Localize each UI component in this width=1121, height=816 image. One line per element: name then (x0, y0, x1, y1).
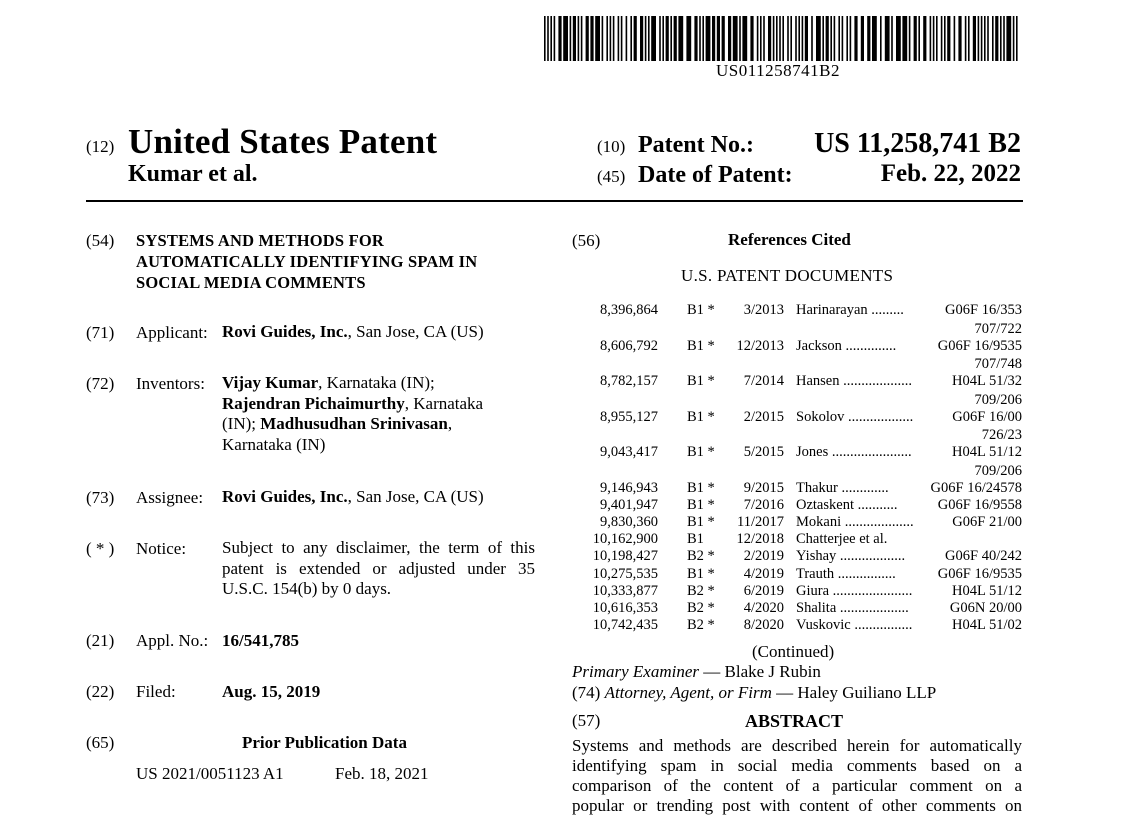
reference-date: 2/2019 (743, 548, 784, 565)
barcode-bar (1003, 16, 1005, 61)
barcode-bar (573, 16, 576, 61)
reference-kind: B2 * (687, 548, 715, 565)
notice-text (222, 538, 535, 600)
barcode-bar (842, 16, 844, 61)
barcode-bar (802, 16, 804, 61)
reference-classification: G06N 20/00 (949, 599, 1022, 616)
barcode-bar (830, 16, 832, 61)
examiner-name: Blake J Rubin (724, 662, 821, 681)
reference-kind: B1 (687, 531, 704, 548)
barcode-bar (779, 16, 781, 61)
reference-subclass: 707/748 (974, 356, 1022, 372)
reference-inventor (796, 302, 904, 319)
barcode-bar (678, 16, 683, 61)
reference-inventor-name: Oztaskent (796, 496, 854, 513)
assignee-value (222, 487, 484, 508)
reference-subclass: 709/206 (974, 462, 1022, 479)
reference-row (580, 514, 1022, 532)
reference-row (580, 302, 1022, 320)
reference-row (580, 373, 1022, 391)
inventor-separator: , (447, 414, 453, 433)
document-title: United States Patent (128, 122, 438, 161)
reference-number: 10,198,427 (592, 548, 658, 565)
barcode-bar (634, 16, 637, 61)
barcode-bar (712, 16, 715, 61)
barcode-bar (733, 16, 738, 61)
abstract-line: popular or trending post with content of other comments on (572, 796, 1022, 815)
barcode-bar (795, 16, 797, 61)
reference-inventor (796, 600, 909, 617)
barcode-bar (595, 16, 600, 61)
barcode-bar (846, 16, 848, 61)
reference-inventor-name: Giura (796, 582, 830, 599)
reference-classification: H04L 51/12 (952, 582, 1022, 599)
reference-date: 12/2013 (736, 337, 784, 354)
barcode-bar (790, 16, 792, 61)
barcode-bar (621, 16, 623, 61)
abstract-code: (57) (572, 711, 601, 730)
barcode-bar (987, 16, 989, 61)
attorney-separator: — (771, 683, 798, 702)
reference-kind: B1 * (687, 479, 715, 496)
barcode-bar (742, 16, 747, 61)
reference-date: 12/2018 (736, 531, 784, 548)
barcode-bar (610, 16, 612, 61)
filed-value: Aug. 15, 2019 (222, 682, 321, 701)
reference-row (580, 566, 1022, 584)
barcode-bar (850, 16, 852, 61)
notice-line: patent is extended or adjusted under 35 (222, 558, 535, 578)
inventor-location: , Karnataka (IN); (318, 373, 435, 392)
barcode-bar (686, 16, 691, 61)
barcode-bar (760, 16, 762, 61)
reference-date: 5/2015 (743, 444, 784, 460)
barcode-bar (992, 16, 994, 61)
inventor-location: Karnataka (IN) (222, 434, 326, 454)
reference-inventor (796, 338, 896, 355)
reference-date: 9/2015 (743, 479, 784, 496)
reference-number: 8,606,792 (600, 337, 658, 354)
barcode-bar (618, 16, 620, 61)
reference-leader-dots: ......... (867, 302, 904, 318)
reference-kind: B1 * (687, 444, 715, 460)
barcode-bar (694, 16, 697, 61)
prior-pub-code: (65) (86, 733, 115, 752)
notice-code: ( * ) (86, 539, 115, 558)
notice-line: U.S.C. 154(b) by 0 days. (222, 579, 392, 598)
reference-kind: B2 * (687, 582, 715, 599)
barcode-bar (834, 16, 836, 61)
patent-no-inid-code: (10) (597, 137, 626, 156)
us-patent-documents-heading: U.S. PATENT DOCUMENTS (681, 266, 894, 285)
barcode-bar (958, 16, 961, 61)
barcode-bar (978, 16, 980, 61)
barcode-bar (1016, 16, 1018, 61)
reference-inventor (796, 373, 912, 390)
reference-date: 6/2019 (743, 582, 784, 599)
barcode-bar (706, 16, 711, 61)
barcode-bar (722, 16, 725, 61)
barcode-bar (880, 16, 882, 61)
reference-inventor-name: Jackson (796, 337, 842, 354)
barcode-bar (648, 16, 650, 61)
notice-line: Subject to any disclaimer, the term of this (222, 538, 535, 557)
reference-inventor (796, 531, 887, 548)
reference-classification: G06F 21/00 (952, 513, 1022, 530)
barcode-bar (554, 16, 556, 61)
notice-label: Notice: (136, 539, 187, 558)
attorney (572, 683, 936, 703)
invention-title-line: SOCIAL MEDIA COMMENTS (136, 273, 366, 292)
reference-classification: G06F 16/24578 (930, 479, 1022, 496)
barcode-bar (773, 16, 775, 61)
date-inid-code: (45) (597, 167, 626, 186)
reference-kind: B1 * (687, 565, 715, 582)
barcode-bar (586, 16, 589, 61)
applicant-code: (71) (86, 323, 115, 342)
reference-inventor-name: Harinarayan (796, 302, 868, 318)
barcode-bar (923, 16, 926, 61)
barcode-bar (626, 16, 628, 61)
reference-row (580, 531, 1022, 549)
attorney-name: Haley Guiliano LLP (797, 683, 937, 702)
reference-row (580, 480, 1022, 498)
barcode-bar (902, 16, 907, 61)
reference-row (580, 583, 1022, 601)
reference-inventor-name: Mokani (796, 513, 842, 530)
inventors-label: Inventors: (136, 374, 205, 393)
barcode-bar (666, 16, 669, 61)
abstract-heading: ABSTRACT (745, 711, 844, 731)
reference-inventor (796, 480, 889, 497)
assignee-name: Rovi Guides, Inc. (222, 487, 348, 506)
reference-inventor (796, 409, 913, 426)
barcode-bar (909, 16, 911, 61)
title-section-code: (54) (86, 231, 115, 250)
reference-inventor-name: Thakur (796, 479, 838, 496)
reference-number: 8,396,864 (600, 302, 658, 318)
reference-kind: B2 * (687, 599, 715, 616)
barcode-bar (861, 16, 864, 61)
barcode-bar (1006, 16, 1011, 61)
header-rule (86, 200, 1023, 202)
appl-no-label: Appl. No.: (136, 631, 209, 650)
references-heading: References Cited (728, 230, 851, 249)
reference-leader-dots: ................... (836, 599, 909, 616)
barcode-bar (995, 16, 998, 61)
barcode-bar (867, 16, 870, 61)
assignee-code: (73) (86, 488, 115, 507)
barcode-bar (544, 16, 546, 61)
barcode-bar (728, 16, 731, 61)
patent-no-value: US 11,258,741 B2 (814, 128, 1021, 159)
barcode-bar (662, 16, 664, 61)
reference-row (580, 338, 1022, 356)
inventor-location: (IN); (222, 414, 261, 433)
barcode-bar (816, 16, 821, 61)
barcode-bar (581, 16, 583, 61)
barcode-bar (776, 16, 778, 61)
abstract-line: comparison of the content of a particular comment on a (572, 776, 1022, 795)
barcode-bar (750, 16, 753, 61)
barcode-bar (811, 16, 813, 61)
barcode-bar (739, 16, 741, 61)
barcode-bar (602, 16, 604, 61)
invention-title-line: AUTOMATICALLY IDENTIFYING SPAM IN (136, 252, 478, 271)
reference-number: 9,401,947 (600, 496, 658, 513)
applicant-label: Applicant: (136, 323, 208, 342)
invention-title (136, 230, 477, 293)
reference-leader-dots: ................... (841, 513, 914, 530)
reference-number: 9,146,943 (600, 479, 658, 496)
reference-classification: G06F 16/9558 (937, 496, 1022, 513)
barcode-bar (805, 16, 808, 61)
applicant-name: Rovi Guides, Inc. (222, 322, 348, 341)
barcode-bar (757, 16, 759, 61)
inventors-code: (72) (86, 374, 115, 393)
reference-date: 4/2019 (743, 565, 784, 582)
assignee-label: Assignee: (136, 488, 204, 507)
barcode-bar (936, 16, 938, 61)
barcode-bar (645, 16, 647, 61)
barcode-bar (944, 16, 946, 61)
barcode-bar (954, 16, 956, 61)
barcode-bar (914, 16, 917, 61)
appl-no-code: (21) (86, 631, 115, 650)
reference-kind: B1 * (687, 496, 715, 513)
prior-pub-number: US 2021/0051123 A1 (136, 764, 284, 783)
applicant-value (222, 322, 484, 343)
reference-row (580, 617, 1022, 635)
barcode-bar (968, 16, 970, 61)
reference-classification: G06F 16/353 (945, 302, 1022, 318)
reference-subclass: 707/722 (974, 320, 1022, 337)
abstract-line: identifying spam in social media comments based on a (572, 756, 1022, 775)
barcode-bar (822, 16, 824, 61)
assignee-location: , San Jose, CA (US) (347, 487, 484, 506)
barcode-bar (984, 16, 986, 61)
barcode-bar (981, 16, 983, 61)
barcode-bar (918, 16, 920, 61)
reference-row (580, 444, 1022, 462)
primary-examiner (572, 662, 821, 682)
reference-leader-dots: ............. (837, 479, 889, 496)
barcode-bar (891, 16, 893, 61)
prior-pub-date: Feb. 18, 2021 (335, 764, 429, 783)
filed-code: (22) (86, 682, 115, 701)
reference-inventor-name: Chatterjee et al. (796, 531, 888, 548)
reference-kind: B2 * (687, 617, 715, 634)
reference-inventor-name: Sokolov (796, 408, 845, 425)
inventor-location: , Karnataka (404, 393, 484, 413)
reference-inventor-name: Shalita (796, 599, 837, 616)
barcode-bar (798, 16, 800, 61)
barcode-bar (838, 16, 840, 61)
reference-leader-dots: ................ (850, 617, 913, 634)
barcode-bar (674, 16, 677, 61)
attorney-code: (74) (572, 683, 601, 702)
reference-leader-dots: ................ (834, 565, 896, 582)
reference-kind: B1 * (687, 302, 715, 318)
barcode-bar (933, 16, 935, 61)
barcode-bar (578, 16, 580, 61)
reference-classification: H04L 51/32 (952, 373, 1022, 389)
reference-leader-dots: .................. (844, 408, 914, 425)
reference-inventor-name: Trauth (796, 565, 835, 582)
date-of-patent-value: Feb. 22, 2022 (880, 160, 1021, 187)
barcode-bar (826, 16, 829, 61)
reference-leader-dots: ...................... (828, 444, 912, 460)
reference-date: 7/2016 (743, 496, 784, 513)
reference-leader-dots: ...................... (829, 582, 913, 599)
reference-number: 9,043,417 (600, 444, 658, 460)
reference-number: 8,782,157 (600, 373, 658, 389)
reference-inventor-name: Vuskovic (796, 617, 851, 634)
barcode-bar (670, 16, 672, 61)
reference-inventor (796, 514, 914, 531)
examiner-separator: — (699, 662, 725, 681)
reference-inventor-name: Yishay (796, 548, 837, 565)
barcode-bar (640, 16, 643, 61)
reference-inventor (796, 617, 912, 634)
reference-leader-dots: ................... (839, 373, 912, 389)
reference-inventor-name: Jones (796, 444, 829, 460)
reference-classification: G06F 40/242 (945, 548, 1022, 565)
barcode-bar (885, 16, 890, 61)
barcode-bar (630, 16, 632, 61)
barcode-bar (699, 16, 701, 61)
barcode-bar (872, 16, 877, 61)
abstract-text (572, 736, 1022, 816)
date-of-patent-label: Date of Patent: (638, 162, 793, 188)
reference-inventor (796, 566, 896, 583)
title-inid-code: (12) (86, 137, 115, 156)
authors: Kumar et al. (128, 161, 258, 187)
barcode-bar (558, 16, 561, 61)
barcode-bar (659, 16, 661, 61)
reference-classification: G06F 16/9535 (937, 565, 1022, 582)
reference-inventor (796, 497, 897, 514)
reference-row (580, 600, 1022, 618)
reference-row (580, 409, 1022, 427)
invention-title-line: SYSTEMS AND METHODS FOR (136, 231, 385, 250)
reference-number: 10,742,435 (592, 617, 658, 634)
barcode-bar (941, 16, 943, 61)
reference-subclass: 726/23 (981, 427, 1022, 443)
prior-pub-heading: Prior Publication Data (242, 733, 407, 752)
reference-kind: B1 * (687, 408, 715, 425)
reference-leader-dots: .............. (841, 337, 897, 354)
inventor-name: Vijay Kumar (222, 373, 319, 392)
reference-inventor-name: Hansen (796, 373, 840, 389)
reference-classification: G06F 16/9535 (937, 337, 1022, 354)
barcode-bar (965, 16, 967, 61)
reference-inventor (796, 583, 912, 600)
barcode-bar (570, 16, 572, 61)
reference-number: 9,830,360 (600, 513, 658, 530)
reference-date: 2/2015 (743, 408, 784, 425)
reference-kind: B1 * (687, 373, 715, 389)
reference-classification: H04L 51/02 (952, 617, 1022, 634)
reference-row (580, 497, 1022, 515)
reference-inventor (796, 548, 905, 565)
reference-date: 8/2020 (743, 617, 784, 634)
barcode-bar (547, 16, 549, 61)
barcode-bar (782, 16, 784, 61)
barcode-bar (613, 16, 615, 61)
reference-date: 7/2014 (743, 373, 784, 389)
barcode-bar (651, 16, 656, 61)
barcode-bar (930, 16, 932, 61)
abstract-line: Systems and methods are described herein for automatically (572, 736, 1022, 755)
reference-classification: G06F 16/00 (952, 408, 1022, 425)
examiner-label: Primary Examiner (572, 662, 700, 681)
applicant-location: , San Jose, CA (US) (347, 322, 484, 341)
barcode-bar (606, 16, 608, 61)
reference-kind: B1 * (687, 513, 715, 530)
reference-number: 8,955,127 (600, 408, 658, 425)
reference-kind: B1 * (687, 337, 715, 354)
reference-number: 10,616,353 (592, 599, 658, 616)
barcode-bar (973, 16, 976, 61)
inventor-name: Rajendran Pichaimurthy (222, 393, 405, 413)
barcode-bar (1013, 16, 1015, 61)
inventors-list (222, 373, 483, 455)
filed-label: Filed: (136, 682, 176, 701)
barcode-bar (550, 16, 552, 61)
barcode-bar (768, 16, 771, 61)
barcode-bar (717, 16, 720, 61)
barcode-bar (563, 16, 568, 61)
reference-inventor (796, 444, 912, 461)
barcode-bar (702, 16, 704, 61)
barcode-bar (763, 16, 765, 61)
reference-date: 4/2020 (743, 599, 784, 616)
reference-number: 10,275,535 (592, 565, 658, 582)
barcode-bar (854, 16, 857, 61)
reference-leader-dots: ........... (853, 496, 898, 513)
barcode-number: US011258741B2 (716, 61, 840, 80)
reference-number: 10,162,900 (592, 531, 658, 548)
reference-date: 11/2017 (737, 513, 784, 530)
references-continued: (Continued) (752, 642, 835, 661)
reference-leader-dots: .................. (836, 548, 906, 565)
reference-number: 10,333,877 (592, 582, 658, 599)
appl-no-value: 16/541,785 (222, 631, 299, 650)
barcode-bar (1000, 16, 1002, 61)
barcode-bar (896, 16, 901, 61)
barcode-bar (947, 16, 950, 61)
reference-subclass: 709/206 (974, 391, 1022, 408)
references-code: (56) (572, 231, 601, 250)
reference-date: 3/2013 (743, 302, 784, 318)
attorney-label: Attorney, Agent, or Firm (604, 683, 772, 702)
barcode-image (544, 16, 1022, 61)
inventor-name: Madhusudhan Srinivasan (260, 414, 448, 433)
reference-classification: H04L 51/12 (952, 444, 1022, 460)
barcode-bar (590, 16, 593, 61)
patent-no-label: Patent No.: (638, 132, 754, 158)
reference-row (580, 548, 1022, 566)
barcode-bar (787, 16, 789, 61)
